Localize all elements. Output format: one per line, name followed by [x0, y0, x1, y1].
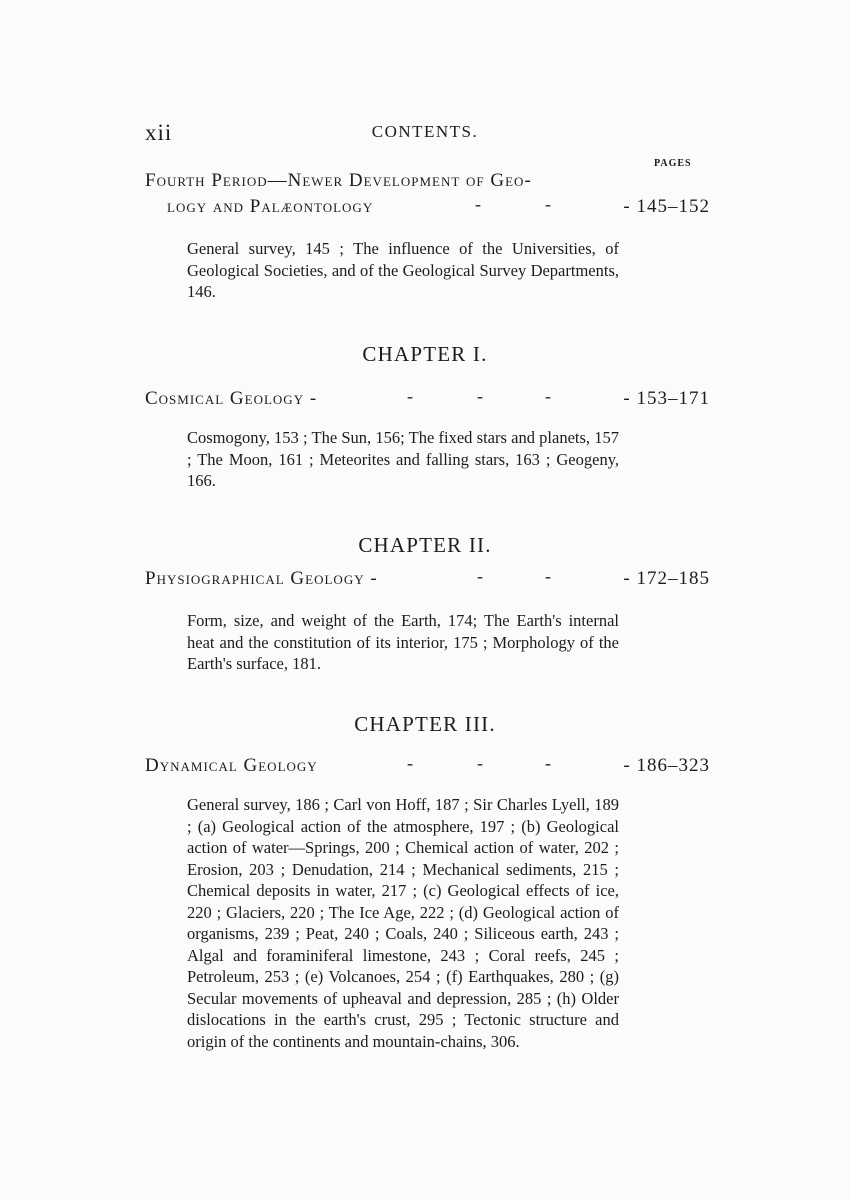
leader-dash: -	[477, 386, 483, 406]
entry-title: Cosmical Geology -	[145, 388, 318, 409]
leader-dash: -	[407, 386, 413, 406]
entry-title-row	[145, 386, 710, 412]
leader-dash: -	[545, 386, 551, 406]
contents-entry-dynamical-geology	[145, 753, 710, 779]
page-range: - 153–171	[623, 388, 710, 409]
pages-column-label: PAGES	[654, 158, 692, 169]
entry-title-continued: logy and Palæontology	[167, 196, 374, 217]
leader-dash: -	[407, 753, 413, 773]
contents-entry-fourth-period	[145, 168, 710, 220]
leader-dash: -	[477, 753, 483, 773]
entry-title: Physiographical Geology -	[145, 568, 378, 589]
contents-entry-cosmical-geology	[145, 386, 710, 412]
leader-dash: -	[545, 566, 551, 586]
entry-title-row	[145, 753, 710, 779]
entry-summary: General survey, 145 ; The influence of the Universities, of Geological Societies, and of the Geological Survey Departments, 146.	[187, 239, 619, 301]
entry-title-row	[145, 566, 710, 592]
page-range: - 145–152	[623, 196, 710, 217]
page-range: - 172–185	[623, 568, 710, 589]
leader-dash: -	[475, 194, 481, 214]
entry-title: Dynamical Geology	[145, 755, 318, 776]
running-head	[145, 120, 705, 150]
entry-title: Fourth Period—Newer Development of Geo-	[145, 170, 532, 191]
chapter-heading: CHAPTER II.	[358, 533, 492, 557]
contents-entry-physiographical-geology	[145, 566, 710, 592]
page-range: - 186–323	[623, 755, 710, 776]
entry-summary: Form, size, and weight of the Earth, 174; The Earth's internal heat and the constitution of its interior, 175 ; Morphology of the Earth's surface, 181.	[187, 611, 619, 673]
leader-dash: -	[477, 566, 483, 586]
leader-dash: -	[545, 194, 551, 214]
running-title: CONTENTS.	[371, 122, 479, 141]
entry-summary: General survey, 186 ; Carl von Hoff, 187 ; Sir Charles Lyell, 189 ; (a) Geological action of the atmosphere, 197 ; (b) Geological action of water—Springs, 200 ; Chemical action of water, 202 ; Erosion, 203 ; Denudation, 214 ; Mechanical sediments, 215 ; Chemical deposits in water, 217 ; (c) Geological effects of ice, 220 ; Glaciers, 220 ; The Ice Age, 222 ; (d) Geological action of organisms, 239 ; Peat, 240 ; Coals, 240 ; Siliceous earth, 243 ; Algal and foraminiferal limestone, 243 ; Coral reefs, 245 ; Petroleum, 253 ; (e) Volcanoes, 254 ; (f) Earthquakes, 280 ; (g) Secular movements of upheaval and depression, 285 ; (h) Older dislocations in the earth's crust, 295 ; Tectonic structure and origin of the continents and mountain-chains, 306.	[187, 795, 619, 1051]
chapter-heading: CHAPTER I.	[362, 342, 488, 366]
page-number: xii	[145, 120, 173, 145]
leader-dash: -	[545, 753, 551, 773]
entry-summary: Cosmogony, 153 ; The Sun, 156; The fixed stars and planets, 157 ; The Moon, 161 ; Meteorites and falling stars, 163 ; Geogeny, 166.	[187, 428, 619, 490]
entry-title-row	[145, 168, 710, 194]
chapter-heading: CHAPTER III.	[354, 712, 496, 736]
entry-title-row	[145, 194, 710, 220]
